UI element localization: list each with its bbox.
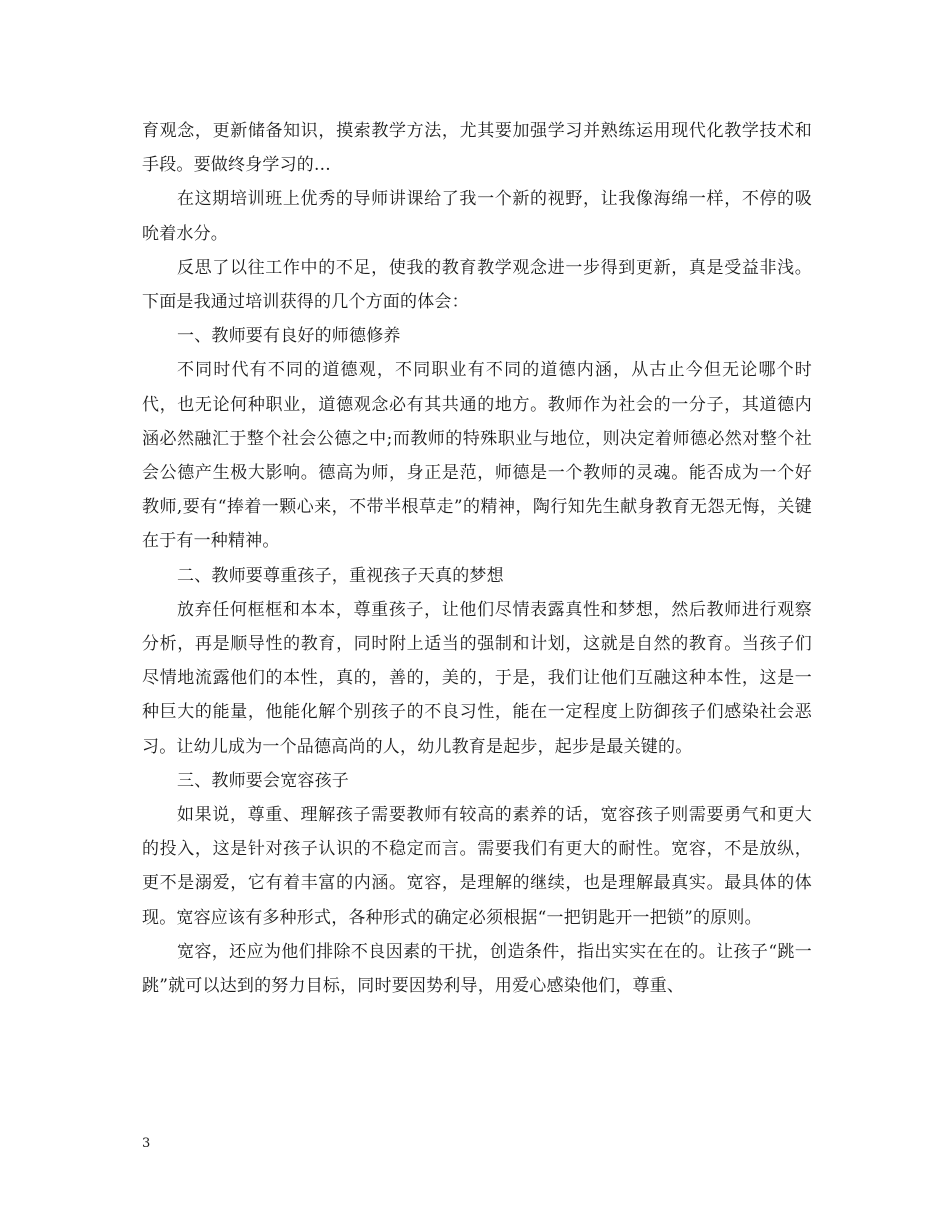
paragraph-3: 反思了以往工作中的不足，使我的教育教学观念进一步得到更新，真是受益非浅。下面是我通过培训获得的几个方面的体会： bbox=[142, 257, 812, 313]
paragraph-1: 育观念，更新储备知识，摸索教学方法，尤其要加强学习并熟练运用现代化教学技术和手段。要做终身学习的... bbox=[142, 121, 812, 176]
paragraph-2: 在这期培训班上优秀的导师讲课给了我一个新的视野，让我像海绵一样，不停的吸吮着水分。 bbox=[142, 189, 812, 244]
paragraph-4: 不同时代有不同的道德观，不同职业有不同的道德内涵，从古止今但无论哪个时代，也无论何种职业，道德观念必有其共通的地方。教师作为社会的一分子，其道德内涵必然融汇于整个社会公德之中;而教师的特殊职业与地位，则决定着师德必然对整个社会公德产生极大影响。德高为师，身正是范，师德是一个教师的灵魂。能否成为一个好教师,要有“捧着一颗心来，不带半根草走”的精神，陶行知先生献身教育无怨无悔，关键在于有一种精神。 bbox=[142, 360, 812, 552]
document-body bbox=[142, 114, 812, 1003]
paragraph-7: 宽容，还应为他们排除不良因素的干扰，创造条件，指出实实在在的。让孩子“跳一跳”就可以达到的努力目标，同时要因势利导，用爱心感染他们，尊重、 bbox=[142, 941, 812, 997]
section-heading-3: 三、教师要会宽容孩子 bbox=[177, 770, 349, 791]
page-number: 3 bbox=[142, 1136, 151, 1151]
paragraph-5: 放弃任何框框和本本，尊重孩子，让他们尽情表露真性和梦想，然后教师进行观察分析，再是顺导性的教育，同时附上适当的强制和计划，这就是自然的教育。当孩子们尽情地流露他们的本性，真的，善的，美的，于是，我们让他们互融这种本性，这是一种巨大的能量，他能化解个别孩子的不良习性，能在一定程度上防御孩子们感染社会恶习。让幼儿成为一个品德高尚的人，幼儿教育是起步，起步是最关键的。 bbox=[142, 599, 812, 757]
paragraph-6: 如果说，尊重、理解孩子需要教师有较高的素养的话，宽容孩子则需要勇气和更大的投入，这是针对孩子认识的不稳定而言。需要我们有更大的耐性。宽容，不是放纵，更不是溺爱，它有着丰富的内涵。宽容，是理解的继续，也是理解最真实。最具体的体现。宽容应该有多种形式，各种形式的确定必须根据“一把钥匙开一把锁”的原则。 bbox=[142, 805, 812, 928]
section-heading-2: 二、教师要尊重孩子，重视孩子天真的梦想 bbox=[177, 565, 504, 586]
section-heading-1: 一、教师要有良好的师德修养 bbox=[177, 326, 401, 347]
